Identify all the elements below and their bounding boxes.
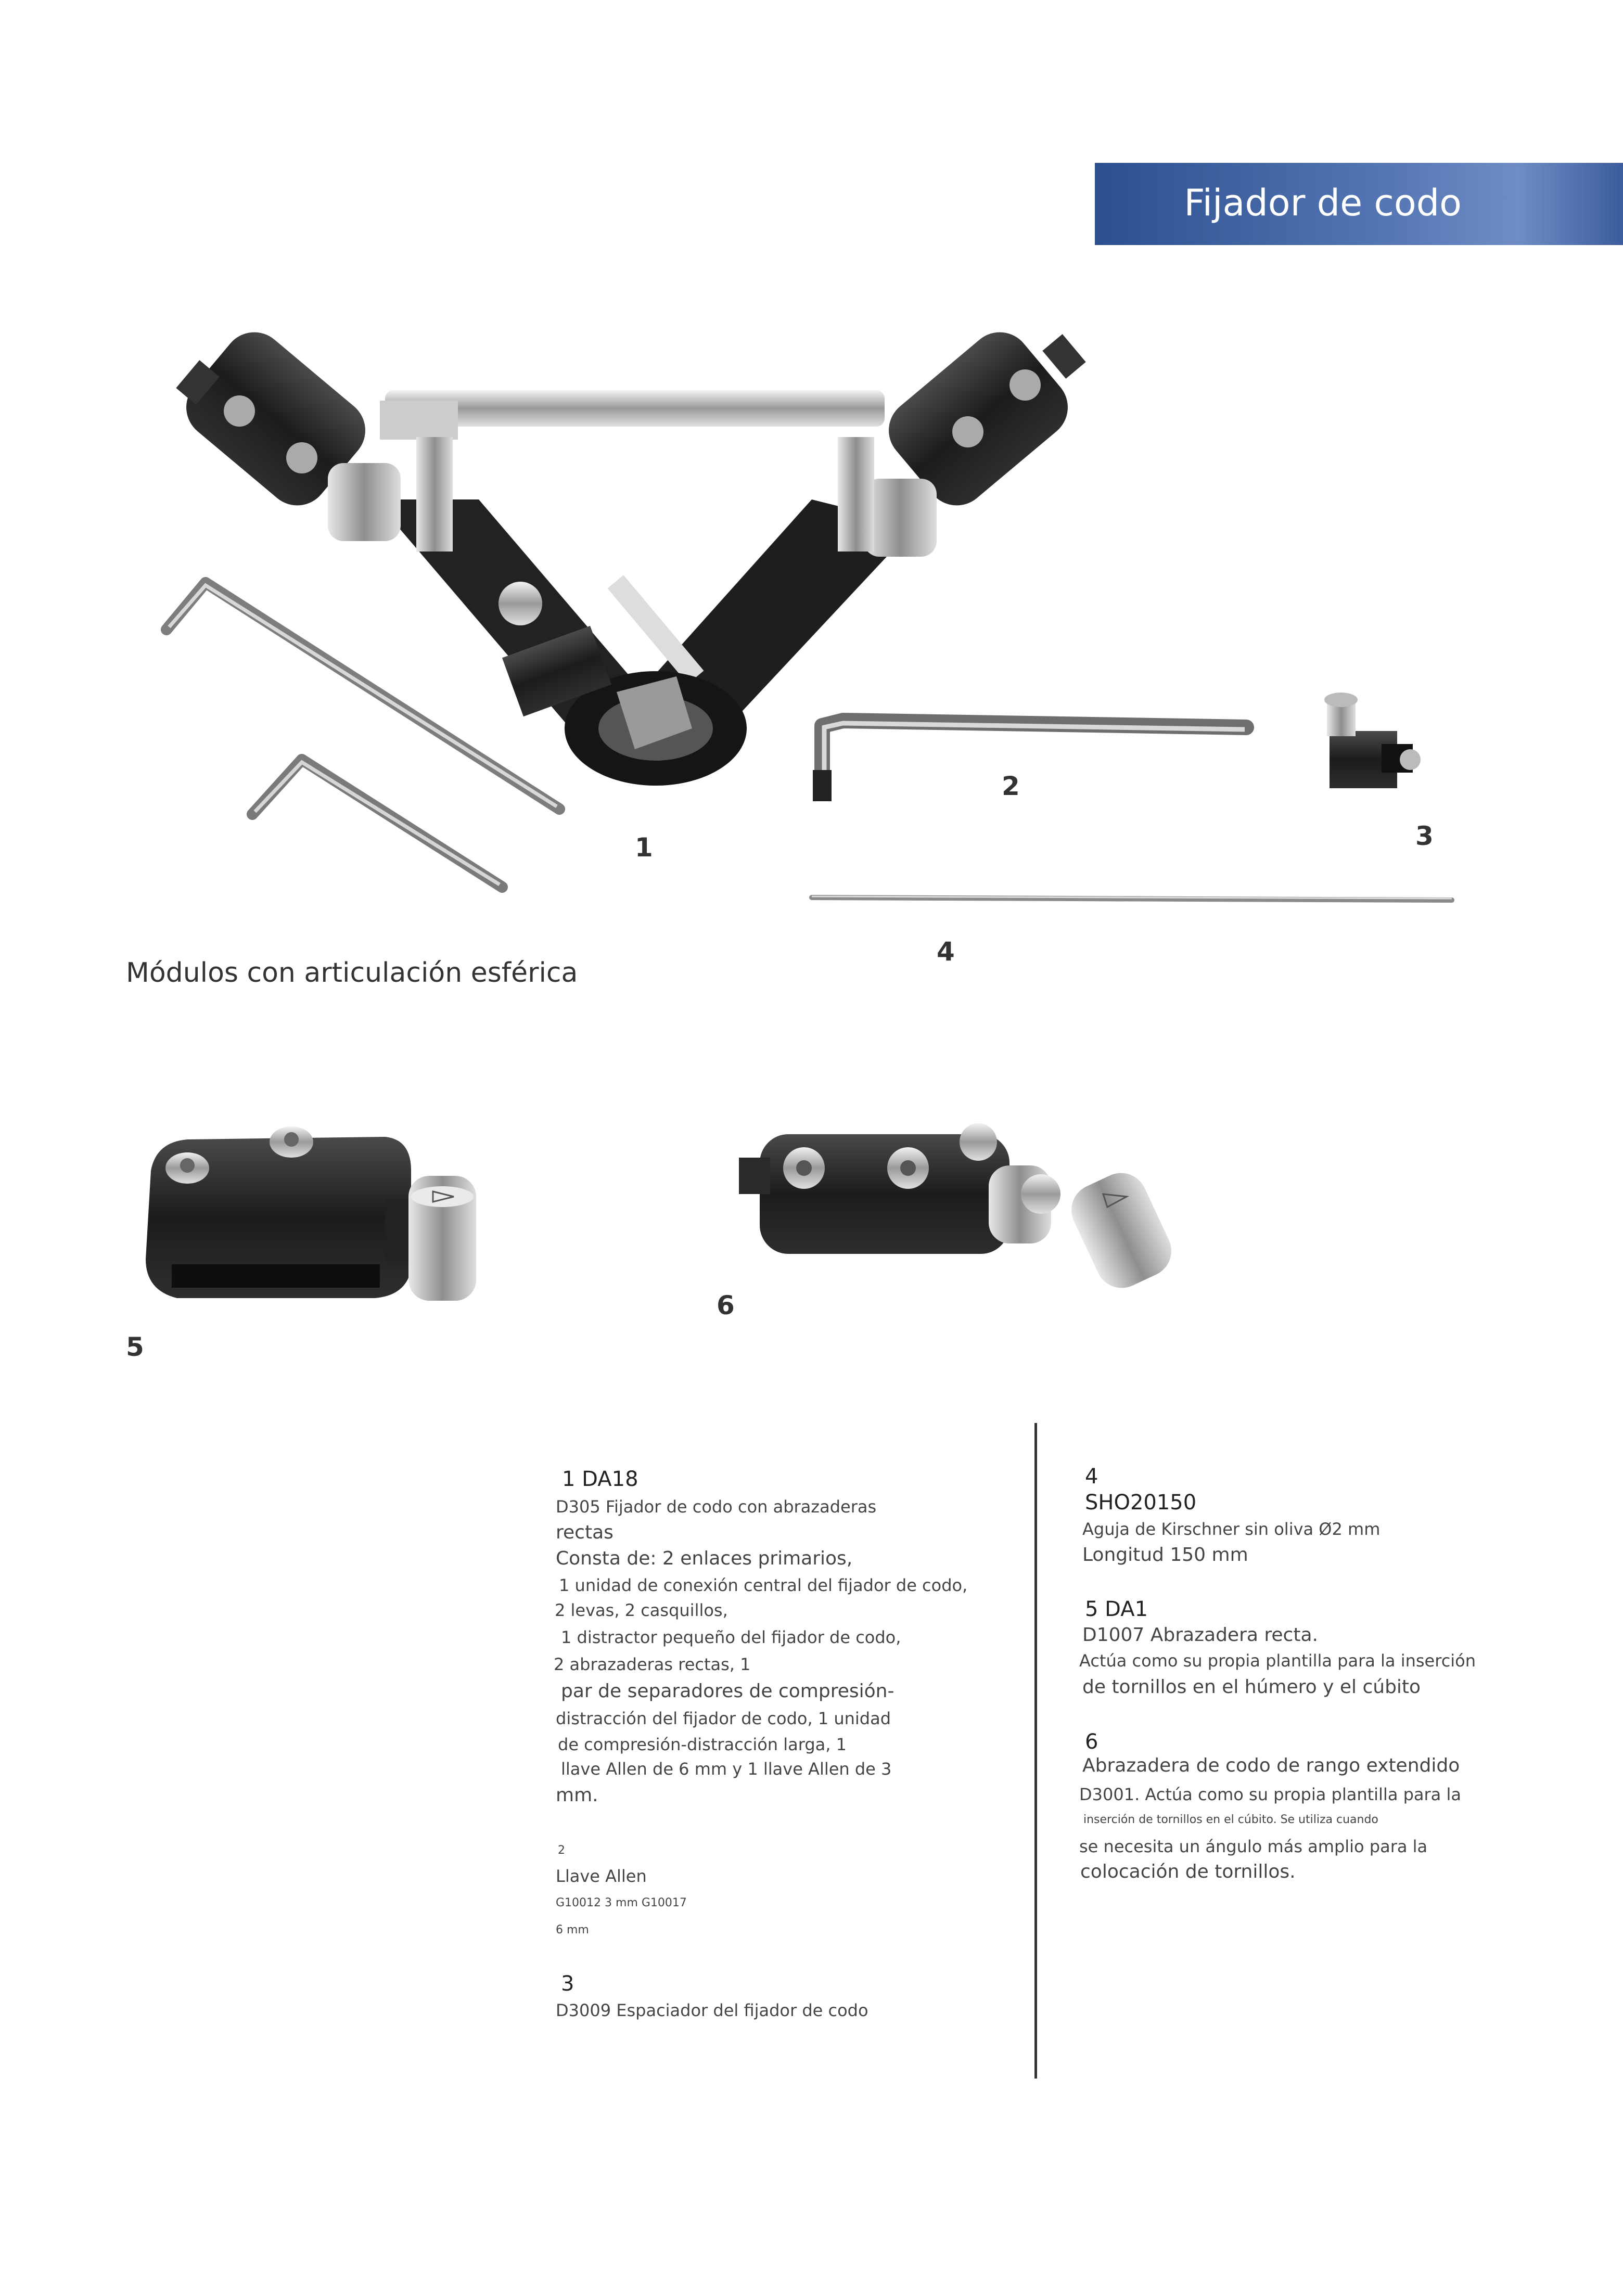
allen-key-image bbox=[813, 721, 1246, 801]
straight-clamp-image bbox=[146, 1126, 476, 1301]
item3-heading: 3 bbox=[561, 1972, 574, 1996]
item5-line: Actúa como su propia plantilla para la inserción bbox=[1079, 1651, 1476, 1671]
figure-label-1: 1 bbox=[635, 832, 653, 863]
item2-title: Llave Allen bbox=[556, 1866, 647, 1886]
figure-label-3: 3 bbox=[1415, 821, 1434, 851]
elbow-fixator-image bbox=[167, 319, 1086, 887]
item1-heading: 1 DA18 bbox=[562, 1467, 638, 1491]
section-caption: Módulos con articulación esférica bbox=[126, 957, 578, 989]
item6-line: colocación de tornillos. bbox=[1080, 1861, 1296, 1882]
column-divider bbox=[1034, 1423, 1037, 2079]
item6-line: D3001. Actúa como su propia plantilla para la bbox=[1079, 1785, 1461, 1804]
item1-line: 1 unidad de conexión central del fijador de codo, bbox=[559, 1575, 968, 1595]
item1-line: distracción del fijador de codo, 1 unidad bbox=[556, 1709, 891, 1728]
item3-line: D3009 Espaciador del fijador de codo bbox=[556, 2000, 868, 2020]
item1-line: llave Allen de 6 mm y 1 llave Allen de 3 bbox=[561, 1759, 892, 1779]
item6-heading: 6 bbox=[1085, 1730, 1098, 1754]
figure-label-5: 5 bbox=[126, 1332, 144, 1362]
item5-line: D1007 Abrazadera recta. bbox=[1082, 1624, 1318, 1646]
figure-label-6: 6 bbox=[717, 1290, 735, 1320]
item4-line: Longitud 150 mm bbox=[1082, 1544, 1248, 1566]
item5-line: de tornillos en el húmero y el cúbito bbox=[1082, 1676, 1421, 1698]
item1-line: par de separadores de compresión- bbox=[561, 1681, 894, 1702]
item4-line: Aguja de Kirschner sin oliva Ø2 mm bbox=[1082, 1519, 1381, 1539]
item4-code: SHO20150 bbox=[1085, 1491, 1197, 1515]
item5-heading: 5 DA1 bbox=[1085, 1597, 1148, 1621]
figure-label-2: 2 bbox=[1002, 771, 1020, 801]
item6-title: Abrazadera de codo de rango extendido bbox=[1082, 1755, 1460, 1776]
item2-line: G10012 3 mm G10017 bbox=[556, 1896, 687, 1909]
item1-line: 1 distractor pequeño del fijador de codo, bbox=[561, 1627, 901, 1647]
item6-line: inserción de tornillos en el cúbito. Se utiliza cuando bbox=[1083, 1813, 1378, 1826]
item2-heading: 2 bbox=[558, 1844, 565, 1857]
item2-line: 6 mm bbox=[556, 1923, 589, 1936]
item4-heading: 4 bbox=[1085, 1465, 1098, 1489]
figure-label-4: 4 bbox=[937, 937, 955, 967]
item1-line: D305 Fijador de codo con abrazaderas bbox=[556, 1497, 877, 1517]
spacer-image bbox=[1324, 692, 1421, 788]
item1-line: rectas bbox=[556, 1522, 614, 1543]
item1-line: de compresión-distracción larga, 1 bbox=[558, 1735, 847, 1754]
item6-line: se necesita un ángulo más amplio para la bbox=[1079, 1837, 1428, 1856]
extended-range-clamp-image bbox=[739, 1123, 1180, 1297]
item1-line: Consta de: 2 enlaces primarios, bbox=[556, 1548, 853, 1569]
item1-line: mm. bbox=[556, 1785, 598, 1806]
page-title: Fijador de codo bbox=[1184, 182, 1462, 224]
kirschner-wire-image bbox=[812, 896, 1452, 900]
item1-line: 2 abrazaderas rectas, 1 bbox=[554, 1654, 751, 1674]
item1-line: 2 levas, 2 casquillos, bbox=[555, 1600, 728, 1620]
